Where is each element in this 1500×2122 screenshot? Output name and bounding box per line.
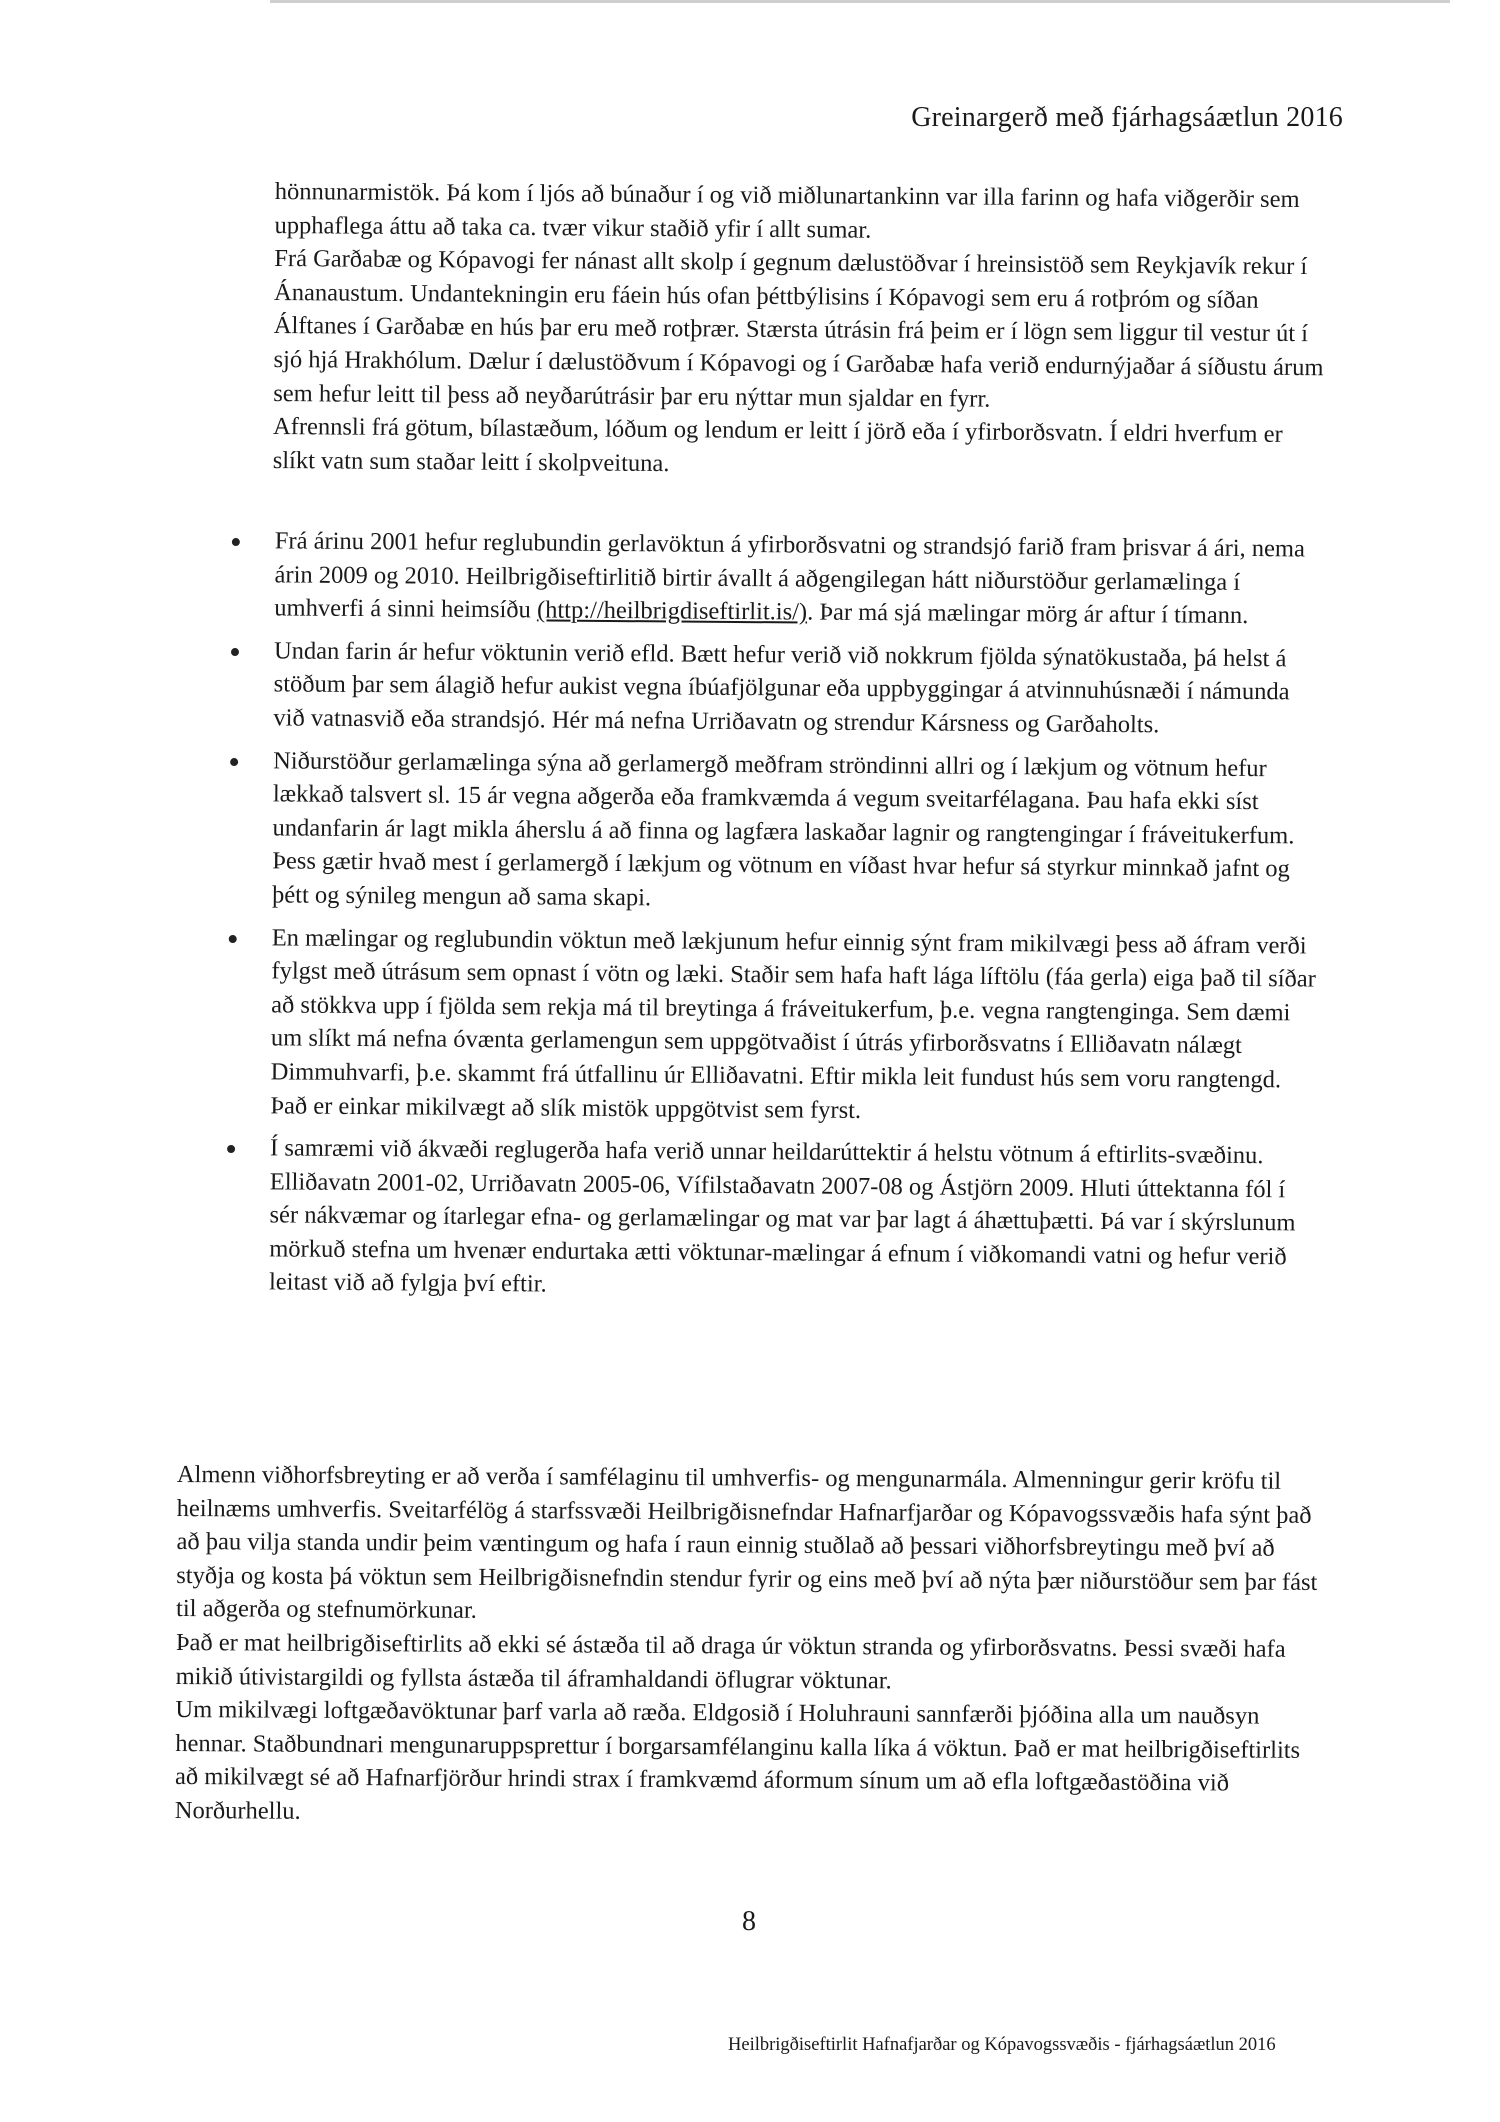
list-item-text-end: . Þar má sjá mælingar mörg ár aftur í tímann. <box>807 598 1249 630</box>
intro-paragraph-1: hönnunarmistök. Þá kom í ljós að búnaður í og við miðlunartankinn var illa farinn og hafa viðgerðir sem upphaflega áttu að taka ca. tvær vikur staðið yfir í allt sumar. <box>274 177 1300 244</box>
bullet-list <box>224 524 1325 1317</box>
bullet-icon <box>230 758 238 766</box>
list-item-text: En mælingar og reglubundin vöktun með lækjunum hefur einnig sýnt fram mikilvægi þess að áfram verði fylgst með útrásum sem opnast í vötn og læki. Staðir sem hafa haft lága líftölu (fáa gerla) eiga það til síðar að stökkva upp í fjölda sem rekja má til breytinga á fráveitukerfum, þ.e. vegna rangtenginga. Sem dæmi um slíkt má nefna óvænta gerlamengun sem uppgötvaðist í útrás yfirborðsvatns í Elliðavatn nálægt Dimmuhvarfi, þ.e. skammt frá útfallinu úr Elliðavatni. Eftir mikla leit fundust hús sem voru rangtengd. Það er einkar mikilvægt að slík mistök uppgötvist sem fyrst. <box>270 923 1316 1124</box>
list-item-text: Undan farin ár hefur vöktunin verið efld. Bætt hefur verið við nokkrum fjölda sýnatökustaða, þá helst á stöðum þar sem álagið hefur aukist vegna íbúafjölgunar eða uppbyggingar á atvinnuhúsnæði í námunda við vatnasvið eða strandsjó. Hér má nefna Urriðavatn og strendur Kársness og Garðaholts. <box>273 637 1290 739</box>
intro-section <box>273 175 1325 486</box>
main-paragraph-1: Almenn viðhorfsbreyting er að verða í samfélaginu til umhverfis- og mengunarmála. Almenningur gerir kröfu til heilnæms umhverfis. Sveitarfélög á starfssvæði Heilbrigðisnefndar Hafnarfjarðar og Kópavogssvæðis hafa sýnt það að þau vilja standa undir þeim væntingum og hafa í raun einnig stuðlað að þessari viðhorfsbreytingu með því að styðja og kosta þá vöktun sem Heilbrigðisnefndin stendur fyrir og eins með því að nýta þær niðurstöður sem þar fást til aðgerða og stefnumörkunar. <box>175 1461 1318 1625</box>
list-item-text: Í samræmi við ákvæði reglugerða hafa verið unnar heildarúttektir á helstu vötnum á eftirlits-svæðinu. Elliðavatn 2001-02, Urriðavatn 2005-06, Vífilstaðavatn 2007-08 og Ástjörn 2009. Hluti úttektanna fól í sér nákvæmar og ítarlegar efna- og gerlamælingar og mat var þar lagt á áhættuþætti. Þá var í skýrslunum mörkuð stefna um hvenær endurtaka ætti vöktunar-mælingar á efnum í viðkomandi vatni og hefur verið leitast við að fylgja því eftir. <box>268 1134 1296 1298</box>
main-paragraph-2: Það er mat heilbrigðiseftirlits að ekki sé ástæða til að draga úr vöktun stranda og yfirborðsvatns. Þessi svæði hafa mikið útivistargildi og fyllsta ástæða til áframhaldandi öflugrar vöktunar. <box>175 1628 1286 1694</box>
page-footer: Heilbrigðiseftirlit Hafnafjarðar og Kópavogssvæðis - fjárhagsáætlun 2016 <box>728 2035 1276 2055</box>
list-item <box>228 634 1324 743</box>
website-link: (http://heilbrigdiseftirlit.is/) <box>536 596 808 626</box>
bullet-icon <box>229 935 237 943</box>
bullet-icon <box>231 648 239 656</box>
bullet-icon <box>232 538 240 546</box>
intro-paragraph-3: Afrennsli frá götum, bílastæðum, lóðum og lendum er leitt í jörð eða í yfirborðsvatn. Í eldri hverfum er slíkt vatn sum staðar leitt í skolpveituna. <box>272 413 1283 477</box>
scan-top-edge <box>270 0 1450 3</box>
list-item <box>229 524 1325 633</box>
list-item <box>224 1131 1320 1308</box>
list-item <box>225 921 1322 1131</box>
intro-paragraph-2: Frá Garðabæ og Kópavogi fer nánast allt skolp í gegnum dælustöðvar í hreinsistöð sem Reykjavík rekur í Ánanaustum. Undantekningin eru fáein hús ofan þéttbýlisins í Kópavogi sem eru á rotþróm og síðan Álftanes í Garðabæ en hús þar eru með rotþrær. Stærsta útrásin frá þeim er í lögn sem liggur til vestur út í sjó hjá Hrakhólum. Dælur í dælustöðvum í Kópavogi og í Garðabæ hafa verið endurnýjaðar á síðustu árum sem hefur leitt til þess að neyðarútrásir þar eru nýttar mun sjaldar en fyrr. <box>273 245 1324 413</box>
main-section <box>175 1458 1327 1835</box>
bullet-icon <box>227 1145 235 1153</box>
list-item <box>227 744 1323 921</box>
list-item-text: Niðurstöður gerlamælinga sýna að gerlamergð meðfram ströndinni allri og í lækjum og vötnum hefur lækkað talsvert sl. 15 ár vegna aðgerða eða framkvæmda á vegum sveitarfélagana. Þau hafa ekki síst undanfarin ár lagt mikla áherslu á að finna og lagfæra laskaðar lagnir og rangtengingar í fráveitukerfum. Þess gætir hvað mest í gerlamergð í lækjum og vötnum en víðast hvar hefur sá styrkur minnkað jafnt og þétt og sýnileg mengun að sama skapi. <box>271 746 1295 912</box>
main-paragraph-3: Um mikilvægi loftgæðavöktunar þarf varla að ræða. Eldgosið í Holuhrauni sannfærði þjóðina alla um nauðsyn hennar. Staðbundnari mengunaruppsprettur í borgarsamfélanginu kalla líka á vöktun. Það er mat heilbrigðiseftirlits að mikilvægt sé að Hafnarfjörður hrindi strax í framkvæmd áformum sínum um að efla loftgæðastöðina við Norðurhellu. <box>174 1696 1301 1825</box>
page-header: Greinargerð með fjárhagsáætlun 2016 <box>911 102 1343 133</box>
page-number: 8 <box>742 1906 756 1937</box>
list-item-text: Frá árinu 2001 hefur reglubundin gerlavöktun á yfirborðsvatni og strandsjó farið fram þrisvar á ári, nema árin 2009 og 2010. Heilbrigðiseftirlitið birtir ávallt á aðgengilegan hátt niðurstöður gerlamælinga í umhverfi á sinni heimsíðu <box>274 527 1306 624</box>
